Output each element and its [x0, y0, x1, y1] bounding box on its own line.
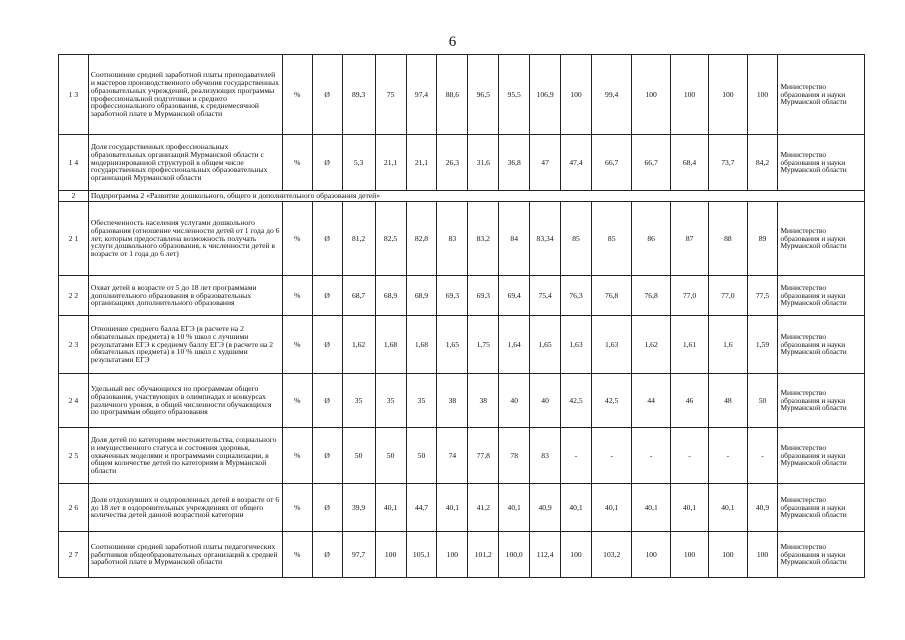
- value-cell: 100: [437, 532, 468, 578]
- indicator-description: Доля отдохнувших и оздоровленных детей в возрасте от 6 до 18 лет в оздоровительных учреждениях от общего количества детей данной возрастной категории: [88, 484, 282, 532]
- value-cell: 1,59: [747, 316, 778, 374]
- value-cell: 38: [468, 374, 499, 428]
- value-cell: 50: [342, 428, 375, 484]
- row-number: 2 6: [59, 484, 89, 532]
- value-cell: 88: [709, 202, 747, 276]
- value-cell: 84: [499, 202, 530, 276]
- value-cell: 1,75: [468, 316, 499, 374]
- value-cell: 68,4: [670, 135, 708, 191]
- value-cell: 40,1: [670, 484, 708, 532]
- value-cell: 73,7: [709, 135, 747, 191]
- value-cell: 40,1: [591, 484, 632, 532]
- table-row: [59, 532, 865, 578]
- value-cell: 77,5: [747, 276, 778, 316]
- value-cell: 100: [561, 532, 592, 578]
- responsible-ministry: Министерство образования и науки Мурманской области: [778, 484, 865, 532]
- row-number: 2 1: [59, 202, 89, 276]
- value-cell: 96,5: [468, 55, 499, 135]
- value-cell: 40,1: [499, 484, 530, 532]
- value-cell: 83,34: [530, 202, 561, 276]
- value-cell: 39,9: [342, 484, 375, 532]
- value-cell: 40,9: [530, 484, 561, 532]
- value-cell: 47: [530, 135, 561, 191]
- value-cell: 1,68: [406, 316, 437, 374]
- value-cell: 76,8: [591, 276, 632, 316]
- value-cell: 84,2: [747, 135, 778, 191]
- row-number: 2 4: [59, 374, 89, 428]
- table-row: [59, 276, 865, 316]
- value-cell: 1,68: [375, 316, 406, 374]
- value-cell: 83: [437, 202, 468, 276]
- indicator-description: Доля детей по категориям местожительства, социального и имущественного статуса и состояния здоровья, охваченных моделями и программами социализации, в общем количестве детей по категориям в Мурманской области: [88, 428, 282, 484]
- value-cell: 97,7: [342, 532, 375, 578]
- value-cell: 82,5: [375, 202, 406, 276]
- row-number: 2: [59, 191, 89, 202]
- mark-cell: Ø: [312, 202, 342, 276]
- table-row: [59, 135, 865, 191]
- value-cell: 68,9: [375, 276, 406, 316]
- value-cell: 105,1: [406, 532, 437, 578]
- value-cell: 100: [709, 532, 747, 578]
- indicator-description: Доля государственных профессиональных образовательных организаций Мурманской области с модернизированной структурой в общем числе государственных профессиональных образовательных организаций Мурманской области: [88, 135, 282, 191]
- mark-cell: Ø: [312, 374, 342, 428]
- unit-cell: %: [282, 135, 312, 191]
- value-cell: 100: [747, 532, 778, 578]
- table-row: [59, 202, 865, 276]
- mark-cell: Ø: [312, 484, 342, 532]
- page-number: 6: [448, 34, 457, 50]
- table-row: [59, 55, 865, 135]
- unit-cell: %: [282, 316, 312, 374]
- table-row: [59, 484, 865, 532]
- unit-cell: %: [282, 55, 312, 135]
- responsible-ministry: Министерство образования и науки Мурманской области: [778, 202, 865, 276]
- mark-cell: Ø: [312, 532, 342, 578]
- value-cell: 100: [632, 532, 670, 578]
- value-cell: -: [561, 428, 592, 484]
- value-cell: 88,6: [437, 55, 468, 135]
- value-cell: 89,3: [342, 55, 375, 135]
- value-cell: 66,7: [632, 135, 670, 191]
- value-cell: 40,1: [709, 484, 747, 532]
- value-cell: 82,8: [406, 202, 437, 276]
- unit-cell: %: [282, 374, 312, 428]
- responsible-ministry: Министерство образования и науки Мурманской области: [778, 55, 865, 135]
- responsible-ministry: Министерство образования и науки Мурманской области: [778, 276, 865, 316]
- value-cell: 36,8: [499, 135, 530, 191]
- value-cell: 44: [632, 374, 670, 428]
- row-number: 2 5: [59, 428, 89, 484]
- value-cell: -: [747, 428, 778, 484]
- value-cell: 68,7: [342, 276, 375, 316]
- value-cell: 68,9: [406, 276, 437, 316]
- value-cell: 50: [375, 428, 406, 484]
- mark-cell: Ø: [312, 135, 342, 191]
- indicator-description: Отношение среднего балла ЕГЭ (в расчете на 2 обязательных предмета) в 10 % школ с лучшими результатами ЕГЭ к среднему баллу ЕГЭ (в расчете на 2 обязательных предмета) в 10 % школ с худшими результатами ЕГЭ: [88, 316, 282, 374]
- table-row: [59, 428, 865, 484]
- value-cell: 76,8: [632, 276, 670, 316]
- row-number: 1 3: [59, 55, 89, 135]
- value-cell: 40,1: [632, 484, 670, 532]
- value-cell: 1,6: [709, 316, 747, 374]
- value-cell: 87: [670, 202, 708, 276]
- value-cell: 42,5: [591, 374, 632, 428]
- value-cell: 41,2: [468, 484, 499, 532]
- value-cell: 69,3: [468, 276, 499, 316]
- value-cell: 81,2: [342, 202, 375, 276]
- indicator-description: Соотношение средней заработной платы педагогических работников общеобразовательных организаций к средней заработной плате в Мурманской области: [88, 532, 282, 578]
- value-cell: 77,0: [709, 276, 747, 316]
- value-cell: 77,0: [670, 276, 708, 316]
- value-cell: 42,5: [561, 374, 592, 428]
- value-cell: 76,3: [561, 276, 592, 316]
- value-cell: 95,5: [499, 55, 530, 135]
- mark-cell: Ø: [312, 428, 342, 484]
- value-cell: 100: [670, 55, 708, 135]
- value-cell: 21,1: [375, 135, 406, 191]
- value-cell: -: [709, 428, 747, 484]
- value-cell: 100: [632, 55, 670, 135]
- value-cell: 1,65: [530, 316, 561, 374]
- value-cell: 47,4: [561, 135, 592, 191]
- value-cell: 50: [747, 374, 778, 428]
- indicator-description: Обеспеченность населения услугами дошкольного образования (отношение численности детей от 1 года до 6 лет, которым предоставлена возможность получать услуги дошкольного образования, к численности детей в возрасте от 1 года до 6 лет): [88, 202, 282, 276]
- value-cell: 26,3: [437, 135, 468, 191]
- row-number: 2 7: [59, 532, 89, 578]
- unit-cell: %: [282, 484, 312, 532]
- value-cell: 35: [342, 374, 375, 428]
- value-cell: 83: [530, 428, 561, 484]
- value-cell: -: [670, 428, 708, 484]
- value-cell: 99,4: [591, 55, 632, 135]
- value-cell: 21,1: [406, 135, 437, 191]
- value-cell: 66,7: [591, 135, 632, 191]
- unit-cell: %: [282, 428, 312, 484]
- mark-cell: Ø: [312, 276, 342, 316]
- value-cell: 40,9: [747, 484, 778, 532]
- responsible-ministry: Министерство образования и науки Мурманской области: [778, 316, 865, 374]
- unit-cell: %: [282, 532, 312, 578]
- indicators-table: [58, 54, 865, 578]
- value-cell: 1,61: [670, 316, 708, 374]
- responsible-ministry: Министерство образования и науки Мурманской области: [778, 135, 865, 191]
- value-cell: 40,1: [375, 484, 406, 532]
- unit-cell: %: [282, 202, 312, 276]
- indicator-description: Удельный вес обучающихся по программам общего образования, участвующих в олимпиадах и конкурсах различного уровня, в общей численности обучающихся по программам общего образования: [88, 374, 282, 428]
- value-cell: 101,2: [468, 532, 499, 578]
- mark-cell: Ø: [312, 55, 342, 135]
- value-cell: 100: [375, 532, 406, 578]
- value-cell: 5,3: [342, 135, 375, 191]
- value-cell: 75,4: [530, 276, 561, 316]
- responsible-ministry: Министерство образования и науки Мурманской области: [778, 428, 865, 484]
- value-cell: 75: [375, 55, 406, 135]
- value-cell: 100: [670, 532, 708, 578]
- value-cell: 106,9: [530, 55, 561, 135]
- value-cell: 85: [561, 202, 592, 276]
- value-cell: 1,62: [632, 316, 670, 374]
- value-cell: 1,63: [591, 316, 632, 374]
- value-cell: 31,6: [468, 135, 499, 191]
- row-number: 2 3: [59, 316, 89, 374]
- value-cell: 100: [747, 55, 778, 135]
- value-cell: 112,4: [530, 532, 561, 578]
- value-cell: 35: [375, 374, 406, 428]
- row-number: 2 2: [59, 276, 89, 316]
- subprogram-row: [59, 191, 865, 202]
- indicator-description: Соотношение средней заработной платы преподавателей и мастеров производственного обучения государственных образовательных учреждений, реализующих программы профессиональной подготовки и среднего профессионального образования, к среднемесячной заработной плате в Мурманской области: [88, 55, 282, 135]
- value-cell: 100: [561, 55, 592, 135]
- value-cell: 89: [747, 202, 778, 276]
- value-cell: 86: [632, 202, 670, 276]
- value-cell: 74: [437, 428, 468, 484]
- value-cell: -: [591, 428, 632, 484]
- unit-cell: %: [282, 276, 312, 316]
- value-cell: 44,7: [406, 484, 437, 532]
- value-cell: 1,64: [499, 316, 530, 374]
- value-cell: 50: [406, 428, 437, 484]
- row-number: 1 4: [59, 135, 89, 191]
- value-cell: -: [632, 428, 670, 484]
- value-cell: 100,0: [499, 532, 530, 578]
- value-cell: 40,1: [561, 484, 592, 532]
- value-cell: 1,63: [561, 316, 592, 374]
- subprogram-title: Подпрограмма 2 «Развитие дошкольного, общего и дополнительного образования детей»: [88, 191, 864, 202]
- value-cell: 69,4: [499, 276, 530, 316]
- value-cell: 40: [530, 374, 561, 428]
- table-row: [59, 316, 865, 374]
- value-cell: 100: [709, 55, 747, 135]
- value-cell: 78: [499, 428, 530, 484]
- value-cell: 69,3: [437, 276, 468, 316]
- value-cell: 1,62: [342, 316, 375, 374]
- value-cell: 103,2: [591, 532, 632, 578]
- mark-cell: Ø: [312, 316, 342, 374]
- value-cell: 85: [591, 202, 632, 276]
- value-cell: 38: [437, 374, 468, 428]
- value-cell: 46: [670, 374, 708, 428]
- value-cell: 40,1: [437, 484, 468, 532]
- responsible-ministry: Министерство образования и науки Мурманской области: [778, 532, 865, 578]
- value-cell: 1,65: [437, 316, 468, 374]
- value-cell: 97,4: [406, 55, 437, 135]
- indicator-description: Охват детей в возрасте от 5 до 18 лет программами дополнительного образования в образовательных организациях дополнительного образования: [88, 276, 282, 316]
- value-cell: 40: [499, 374, 530, 428]
- value-cell: 83,2: [468, 202, 499, 276]
- table-row: [59, 374, 865, 428]
- responsible-ministry: Министерство образования и науки Мурманской области: [778, 374, 865, 428]
- value-cell: 48: [709, 374, 747, 428]
- value-cell: 35: [406, 374, 437, 428]
- value-cell: 77,8: [468, 428, 499, 484]
